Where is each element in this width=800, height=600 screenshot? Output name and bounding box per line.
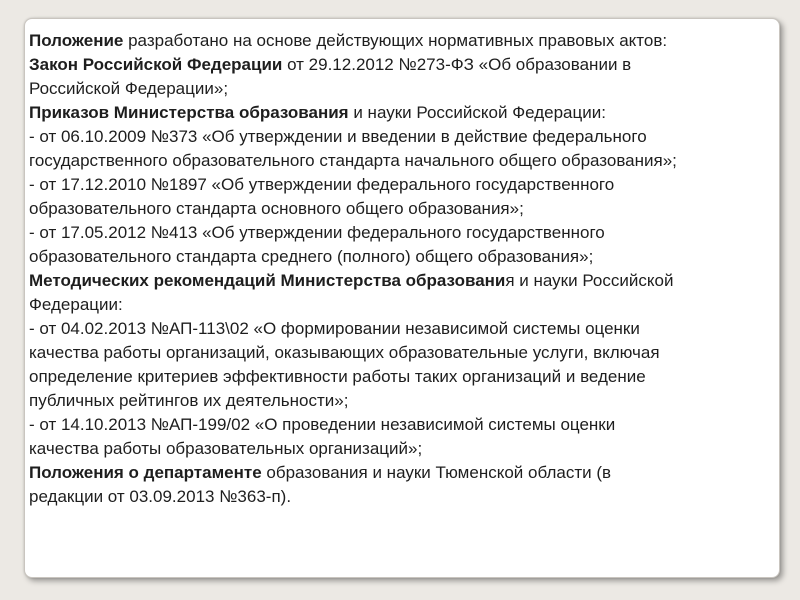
text-line-regular: определение критериев эффективности работы таких организаций и ведение [29,367,646,386]
text-line-regular: качества работы организаций, оказывающих образовательные услуги, включая [29,343,660,362]
text-line-regular: - от 06.10.2009 №373 «Об утверждении и введении в действие федерального [29,127,647,146]
text-line-bold: Положение [29,31,124,50]
text-line [29,197,799,221]
text-line [29,293,799,317]
text-line-regular: Российской Федерации»; [29,79,229,98]
text-line [29,173,799,197]
text-line-regular: - от 17.12.2010 №1897 «Об утверждении федерального государственного [29,175,615,194]
text-line-regular: я и науки Российской [505,271,674,290]
text-line [29,125,799,149]
text-line [29,437,799,461]
text-line-bold: Закон Российской Федерации [29,55,283,74]
text-line [29,485,799,509]
text-line-bold: Приказов Министерства образования [29,103,349,122]
text-line-regular: качества работы образовательных организаций»; [29,439,423,458]
text-line [29,389,799,413]
text-line-regular: образовательного стандарта основного общего образования»; [29,199,524,218]
text-line [29,221,799,245]
text-line-regular: - от 04.02.2013 №АП-113\02 «О формировании независимой системы оценки [29,319,640,338]
text-line-regular: и науки Российской Федерации: [348,103,606,122]
text-line-bold: Положения о департаменте [29,463,262,482]
slide-panel [24,18,780,578]
text-line [29,149,799,173]
text-line [29,341,799,365]
text-line-bold: Методических рекомендаций Министерства образовани [29,271,506,290]
text-line [29,413,799,437]
text-line-regular: Федерации: [29,295,123,314]
text-line [29,461,799,485]
text-line-regular: редакции от 03.09.2013 №363-п). [29,487,292,506]
text-line-regular: публичных рейтингов их деятельности»; [29,391,349,410]
text-line [29,365,799,389]
text-line-regular: от 29.12.2012 №273-ФЗ «Об образовании в [282,55,632,74]
text-line [29,77,799,101]
text-line-regular: образовательного стандарта среднего (полного) общего образования»; [29,247,594,266]
text-line [29,53,799,77]
text-line-regular: государственного образовательного стандарта начального общего образования»; [29,151,677,170]
text-line-regular: - от 17.05.2012 №413 «Об утверждении федерального государственного [29,223,605,242]
text-line [29,317,799,341]
text-line-regular: - от 14.10.2013 №АП-199/02 «О проведении независимой системы оценки [29,415,616,434]
text-line-regular: образования и науки Тюменской области (в [261,463,612,482]
text-line-regular: разработано на основе действующих нормативных правовых актов: [123,31,668,50]
text-line [29,245,799,269]
text-line [29,29,799,53]
text-line [29,269,799,293]
document-text [29,29,799,509]
text-line [29,101,799,125]
